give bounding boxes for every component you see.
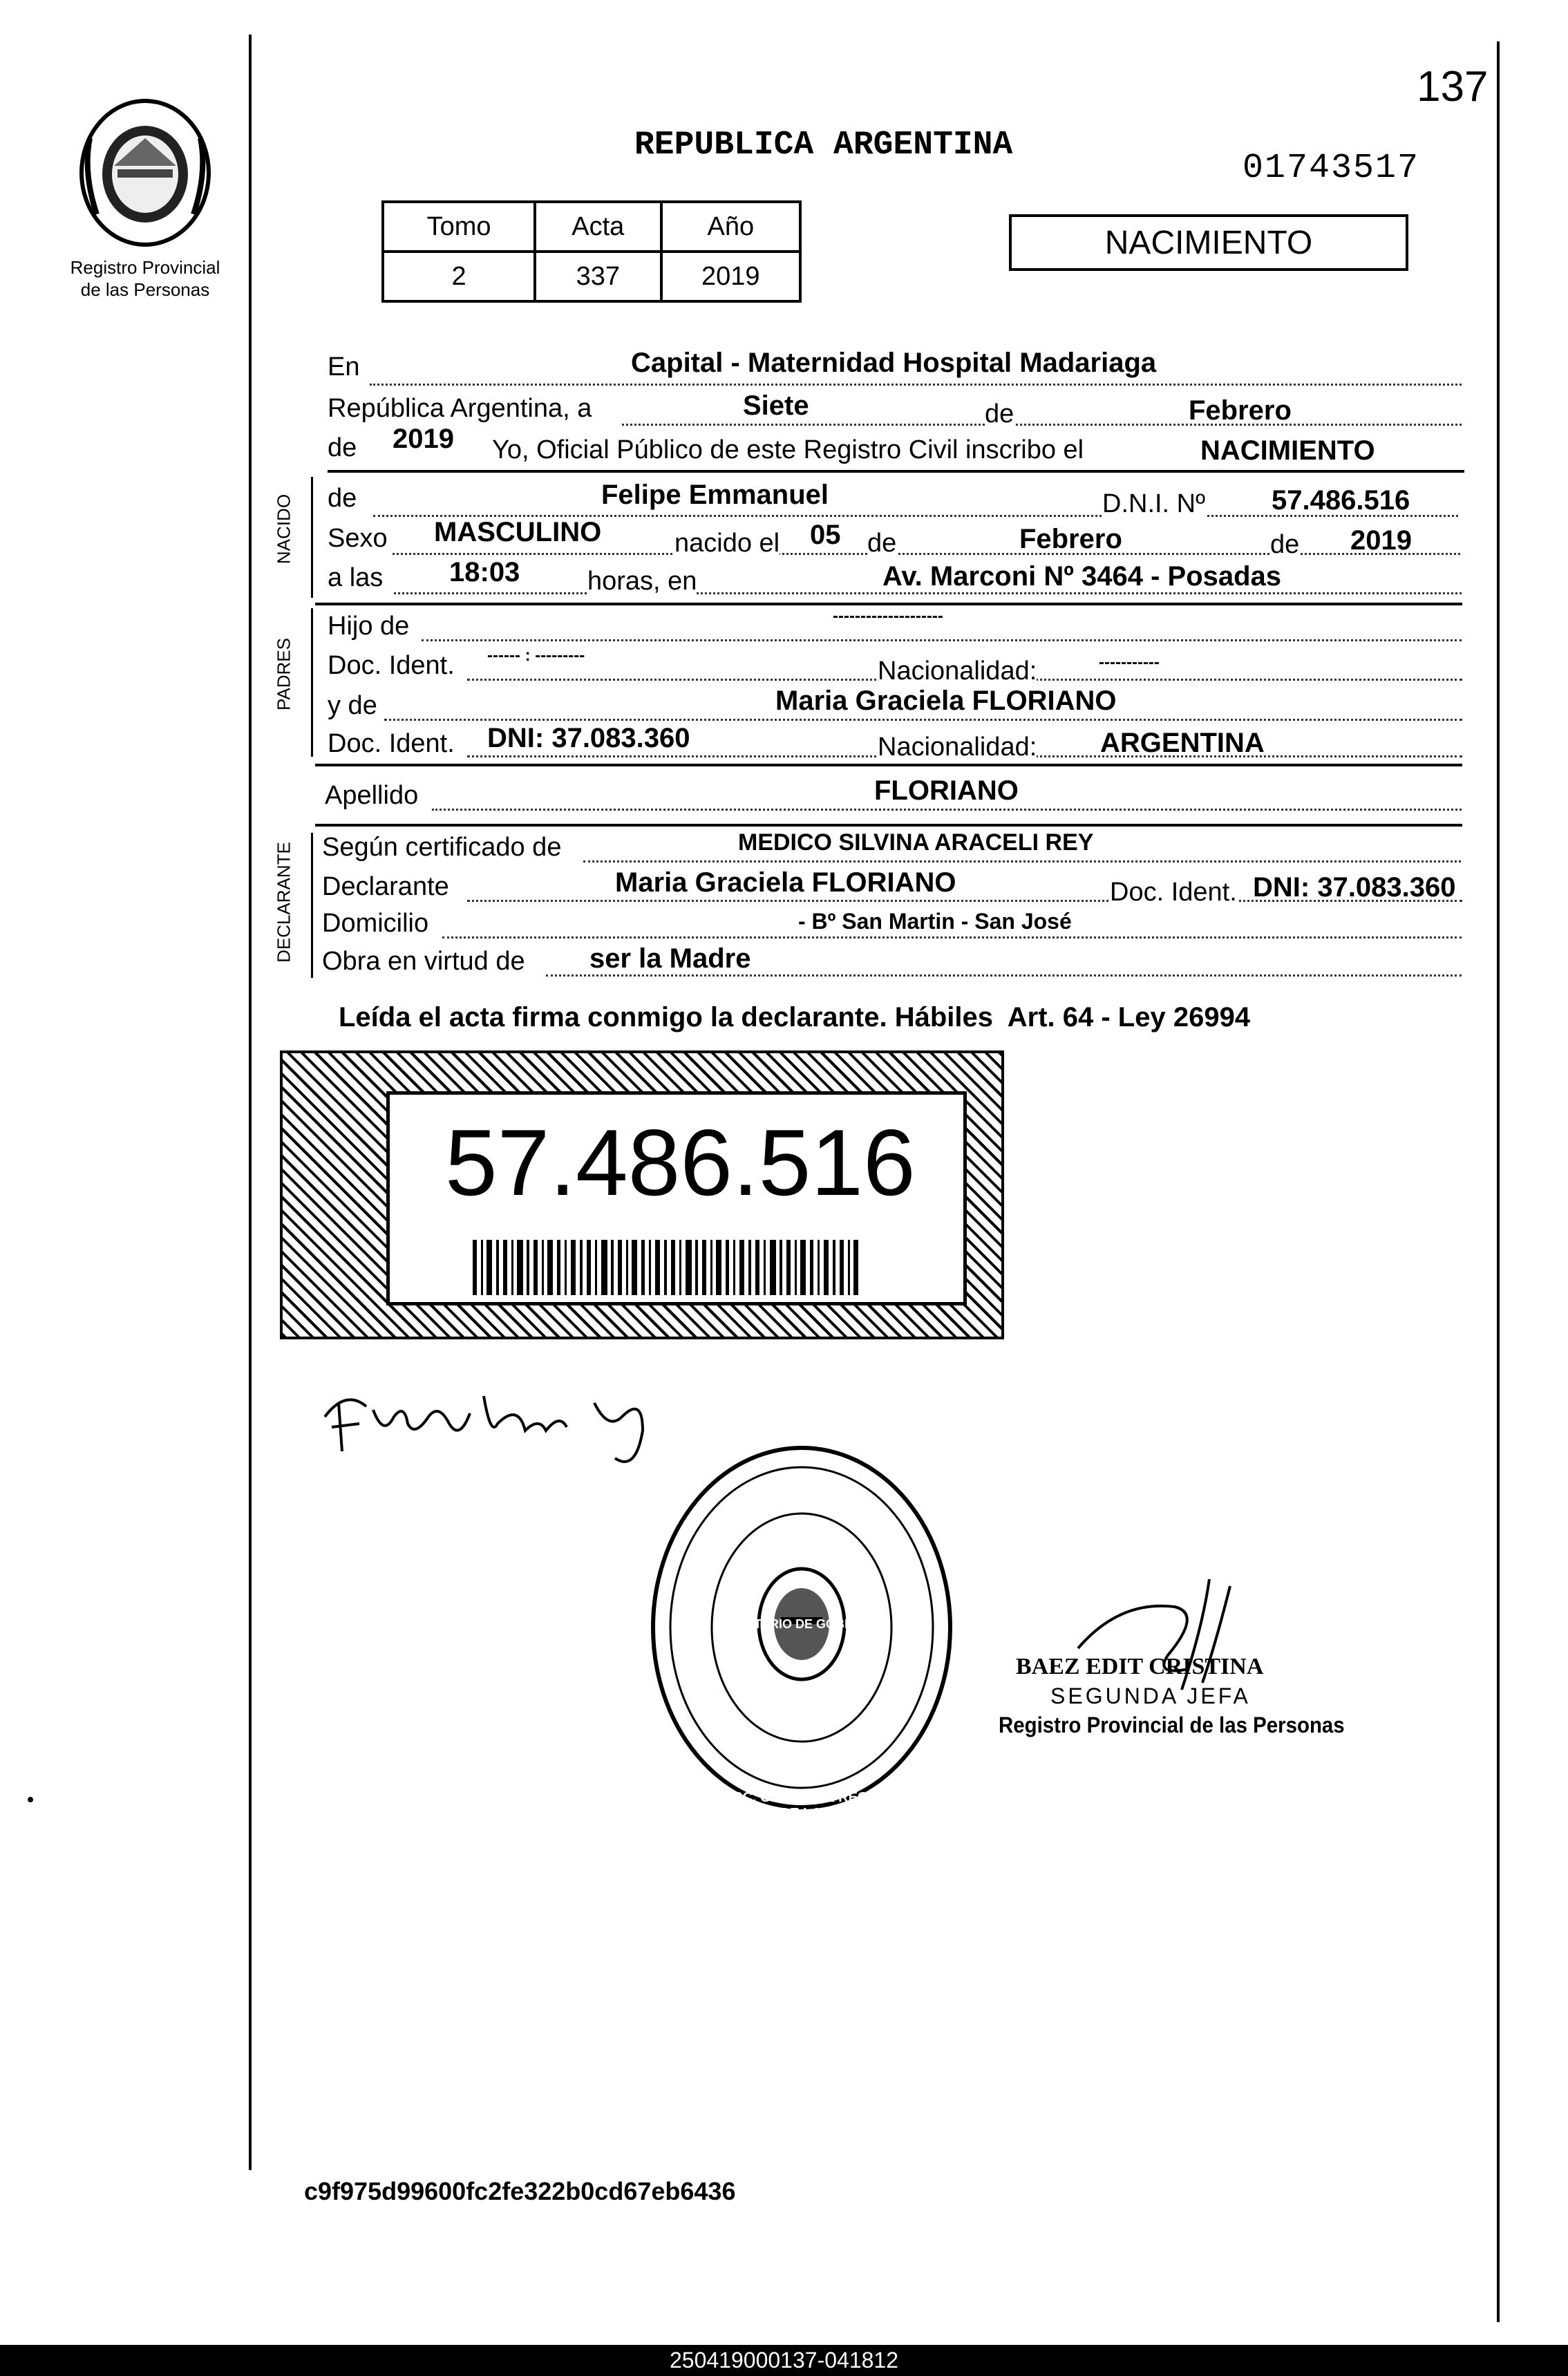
label-a-las: a las: [328, 563, 384, 592]
value-hora: 18:03: [449, 557, 520, 587]
label-de-nombre: de: [328, 484, 357, 513]
left-margin-line: [249, 35, 252, 2170]
label-doc-ident3: Doc. Ident.: [1110, 878, 1237, 907]
serial-number: 01743517: [1243, 149, 1420, 188]
doc-type-box: [1009, 214, 1408, 271]
value-nombre: Felipe Emmanuel: [601, 480, 829, 510]
label-nacido-el: nacido el: [674, 529, 780, 558]
label-de: de: [985, 399, 1014, 428]
value-padre: --------------------: [833, 607, 943, 625]
dotline: [432, 809, 1462, 811]
country-title: REPUBLICA ARGENTINA: [634, 126, 1013, 164]
barcode: [473, 1240, 860, 1295]
value-dia: Siete: [743, 390, 809, 421]
value-apellido: FLORIANO: [874, 775, 1019, 806]
label-segun: Según certificado de: [322, 833, 562, 862]
dotline: [393, 553, 1460, 555]
official-name: BAEZ EDIT CRISTINA: [1016, 1654, 1264, 1679]
value-domicilio: - Bº San Martin - San José: [798, 909, 1072, 934]
footer-code: 250419000137-041812: [670, 2348, 898, 2373]
page-number: 137: [1417, 63, 1489, 111]
doc-type: NACIMIENTO: [1104, 224, 1313, 261]
label-de3: de: [867, 529, 897, 558]
section-bar-nacido: [311, 477, 313, 598]
acta-label: Acta: [535, 202, 661, 252]
value-anio-reg: 2019: [393, 424, 454, 454]
value-madre-nac: ARGENTINA: [1100, 728, 1265, 758]
value-sexo: MASCULINO: [434, 517, 602, 547]
section-label-declarante: DECLARANTE: [273, 842, 294, 963]
value-nac-dia: 05: [810, 520, 841, 550]
dni-number: 57.486.516: [445, 1110, 916, 1215]
label-obra: Obra en virtud de: [322, 947, 525, 976]
underline: [315, 764, 1462, 766]
dotline: [442, 936, 1462, 939]
value-lugar: Capital - Maternidad Hospital Madariaga: [631, 348, 1157, 378]
label-yo: Yo, Oficial Público de este Registro Civil inscribo el: [492, 435, 1084, 464]
acta-value: 337: [535, 252, 661, 301]
value-declarante-doc: DNI: 37.083.360: [1253, 872, 1456, 903]
footer-bar: [0, 2345, 1568, 2376]
value-madre-doc: DNI: 37.083.360: [487, 723, 690, 753]
anio-value: 2019: [661, 252, 800, 301]
value-nac-anio: 2019: [1350, 525, 1412, 556]
label-en: En: [328, 352, 360, 381]
label-declarante: Declarante: [322, 872, 449, 901]
tomo-value: 2: [383, 252, 535, 301]
section-bar-padres: [311, 608, 313, 757]
value-padre-nac: -----------: [1099, 653, 1160, 672]
value-nac-mes: Febrero: [1019, 524, 1122, 554]
section-label-padres: PADRES: [273, 638, 294, 710]
value-certificado: MEDICO SILVINA ARACELI REY: [738, 829, 1094, 856]
label-nacionalidad: Nacionalidad:: [878, 657, 1037, 686]
document-hash: c9f975d99600fc2fe322b0cd67eb6436: [304, 2177, 736, 2205]
label-apellido: Apellido: [325, 781, 419, 810]
value-obra: ser la Madre: [589, 943, 751, 974]
label-nacionalidad2: Nacionalidad:: [878, 733, 1037, 762]
label-sexo: Sexo: [328, 524, 388, 553]
dni-number-panel: [386, 1091, 967, 1305]
official-org: Registro Provincial de las Personas: [999, 1713, 1345, 1737]
anio-label: Año: [661, 202, 800, 252]
label-y-de: y de: [328, 691, 377, 720]
seal-outer-text: DIRECC. GRAL. DEL REGISTR. PROVINCIAL DE LAS PERSONAS: [691, 1790, 912, 1821]
label-hijo-de: Hijo de: [328, 612, 410, 641]
dot-mark: [28, 1797, 33, 1802]
underline: [328, 470, 1464, 473]
section-label-nacido: NACIDO: [273, 493, 294, 565]
dotline: [546, 974, 1462, 977]
dotline: [583, 860, 1461, 862]
value-padre-doc: ------ : ---------: [487, 646, 585, 665]
label-domicilio: Domicilio: [322, 909, 429, 938]
label-de2: de: [328, 433, 357, 462]
dotline: [370, 384, 1462, 386]
dotline: [394, 592, 1462, 594]
dotline: [422, 639, 1462, 641]
label-de4: de: [1270, 530, 1300, 559]
label-doc-ident2: Doc. Ident.: [328, 729, 455, 758]
closing-text: Leída el acta firma conmigo la declarante. Hábiles Art. 64 - Ley 26994: [339, 1002, 1251, 1033]
value-madre: Maria Graciela FLORIANO: [775, 686, 1117, 716]
underline: [315, 824, 1462, 827]
seal-inner-text: MINISTERIO DE GOBIERNO: [719, 1617, 885, 1631]
value-declarante: Maria Graciela FLORIANO: [615, 867, 956, 898]
official-title: SEGUNDA JEFA: [1050, 1684, 1251, 1708]
dotline: [384, 719, 1462, 721]
tomo-acta-anio-table: [381, 200, 802, 303]
value-dni: 57.486.516: [1272, 485, 1410, 516]
label-doc-ident: Doc. Ident.: [328, 651, 455, 680]
logo-caption-line-2: de las Personas: [80, 279, 210, 300]
official-signature: [1064, 1572, 1299, 1700]
right-margin-line: [1497, 41, 1500, 2322]
underline: [315, 603, 1462, 605]
dotline: [622, 424, 1462, 426]
value-lugar-nac: Av. Marconi Nº 3464 - Posadas: [882, 561, 1282, 592]
value-mes: Febrero: [1189, 395, 1292, 426]
value-tipo: NACIMIENTO: [1200, 435, 1375, 466]
dni-security-box: [280, 1050, 1004, 1339]
logo-caption-line-1: Registro Provincial: [70, 257, 220, 278]
label-republica: República Argentina, a: [328, 394, 592, 423]
provincial-logo: [76, 97, 214, 249]
label-dni: D.N.I. Nº: [1102, 489, 1205, 518]
section-bar-declarante: [311, 833, 313, 978]
tomo-label: Tomo: [383, 202, 535, 252]
label-horas-en: horas, en: [587, 567, 697, 596]
